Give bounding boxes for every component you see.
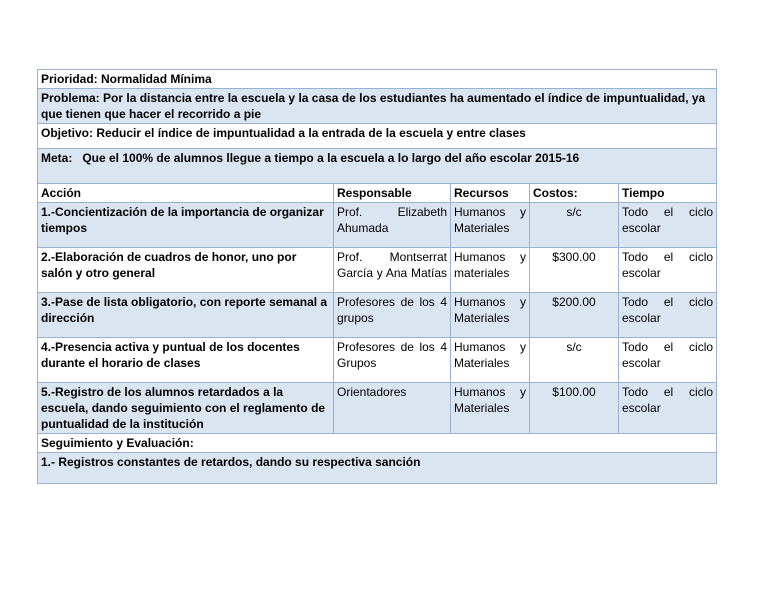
objetivo-cell: Objetivo: Reducir el índice de impuntualidad a la entrada de la escuela y entre clases xyxy=(38,124,717,149)
accion-number: 3.- xyxy=(41,295,56,309)
action-plan-table xyxy=(37,69,717,484)
recursos-cell: Humanos y Materiales xyxy=(451,338,530,383)
table-row xyxy=(38,338,717,383)
responsable-cell: Orientadores xyxy=(334,383,451,434)
costos-cell: s/c xyxy=(530,203,619,248)
col-header-tiempo: Tiempo xyxy=(619,184,717,203)
table-row xyxy=(38,383,717,434)
seguimiento-title: Seguimiento y Evaluación: xyxy=(38,434,717,453)
accion-number: 1.- xyxy=(41,205,56,219)
tiempo-cell: Todo el ciclo escolar xyxy=(619,203,717,248)
col-header-costos: Costos: xyxy=(530,184,619,203)
accion-text: Concientización de la importancia de organizar tiempos xyxy=(41,205,324,235)
table-row xyxy=(38,248,717,293)
table-row xyxy=(38,203,717,248)
costos-cell: $300.00 xyxy=(530,248,619,293)
meta-row xyxy=(38,149,717,184)
responsable-cell: Profesores de los 4 Grupos xyxy=(334,338,451,383)
column-header-row xyxy=(38,184,717,203)
accion-cell xyxy=(38,383,334,434)
accion-number: 4.- xyxy=(41,340,56,354)
meta-cell: Meta: Que el 100% de alumnos llegue a tiempo a la escuela a lo largo del año escolar 2015-16 xyxy=(38,149,717,184)
objetivo-row xyxy=(38,124,717,149)
col-header-accion: Acción xyxy=(38,184,334,203)
problema-cell: Problema: Por la distancia entre la escuela y la casa de los estudiantes ha aumentado el índice de impuntualidad, ya que tienen que hacer el recorrido a pie xyxy=(38,89,717,124)
costos-cell: s/c xyxy=(530,338,619,383)
accion-cell xyxy=(38,293,334,338)
recursos-cell: Humanos y Materiales xyxy=(451,383,530,434)
recursos-cell: Humanos y Materiales xyxy=(451,293,530,338)
seguimiento-item-row xyxy=(38,453,717,484)
recursos-cell: Humanos y materiales xyxy=(451,248,530,293)
responsable-cell: Prof. Montserrat García y Ana Matías xyxy=(334,248,451,293)
prioridad-cell: Prioridad: Normalidad Mínima xyxy=(38,70,717,89)
tiempo-cell: Todo el ciclo escolar xyxy=(619,293,717,338)
tiempo-cell: Todo el ciclo escolar xyxy=(619,338,717,383)
accion-cell xyxy=(38,203,334,248)
accion-number: 5.- xyxy=(41,385,56,399)
seguimiento-item: 1.- Registros constantes de retardos, dando su respectiva sanción xyxy=(38,453,717,484)
prioridad-row xyxy=(38,70,717,89)
costos-cell: $200.00 xyxy=(530,293,619,338)
accion-text: Registro de los alumnos retardados a la escuela, dando seguimiento con el reglamento de puntualidad de la institución xyxy=(41,385,326,431)
problema-row xyxy=(38,89,717,124)
recursos-cell: Humanos y Materiales xyxy=(451,203,530,248)
accion-cell xyxy=(38,248,334,293)
tiempo-cell: Todo el ciclo escolar xyxy=(619,383,717,434)
accion-text: Presencia activa y puntual de los docentes durante el horario de clases xyxy=(41,340,300,370)
responsable-cell: Profesores de los 4 grupos xyxy=(334,293,451,338)
col-header-recursos: Recursos xyxy=(451,184,530,203)
table-row xyxy=(38,293,717,338)
accion-number: 2.- xyxy=(41,250,56,264)
accion-cell xyxy=(38,338,334,383)
accion-text: Pase de lista obligatorio, con reporte semanal a dirección xyxy=(41,295,328,325)
col-header-responsable: Responsable xyxy=(334,184,451,203)
costos-cell: $100.00 xyxy=(530,383,619,434)
tiempo-cell: Todo el ciclo escolar xyxy=(619,248,717,293)
seguimiento-header-row xyxy=(38,434,717,453)
responsable-cell: Prof. Elizabeth Ahumada xyxy=(334,203,451,248)
accion-text: Elaboración de cuadros de honor, uno por salón y otro general xyxy=(41,250,297,280)
